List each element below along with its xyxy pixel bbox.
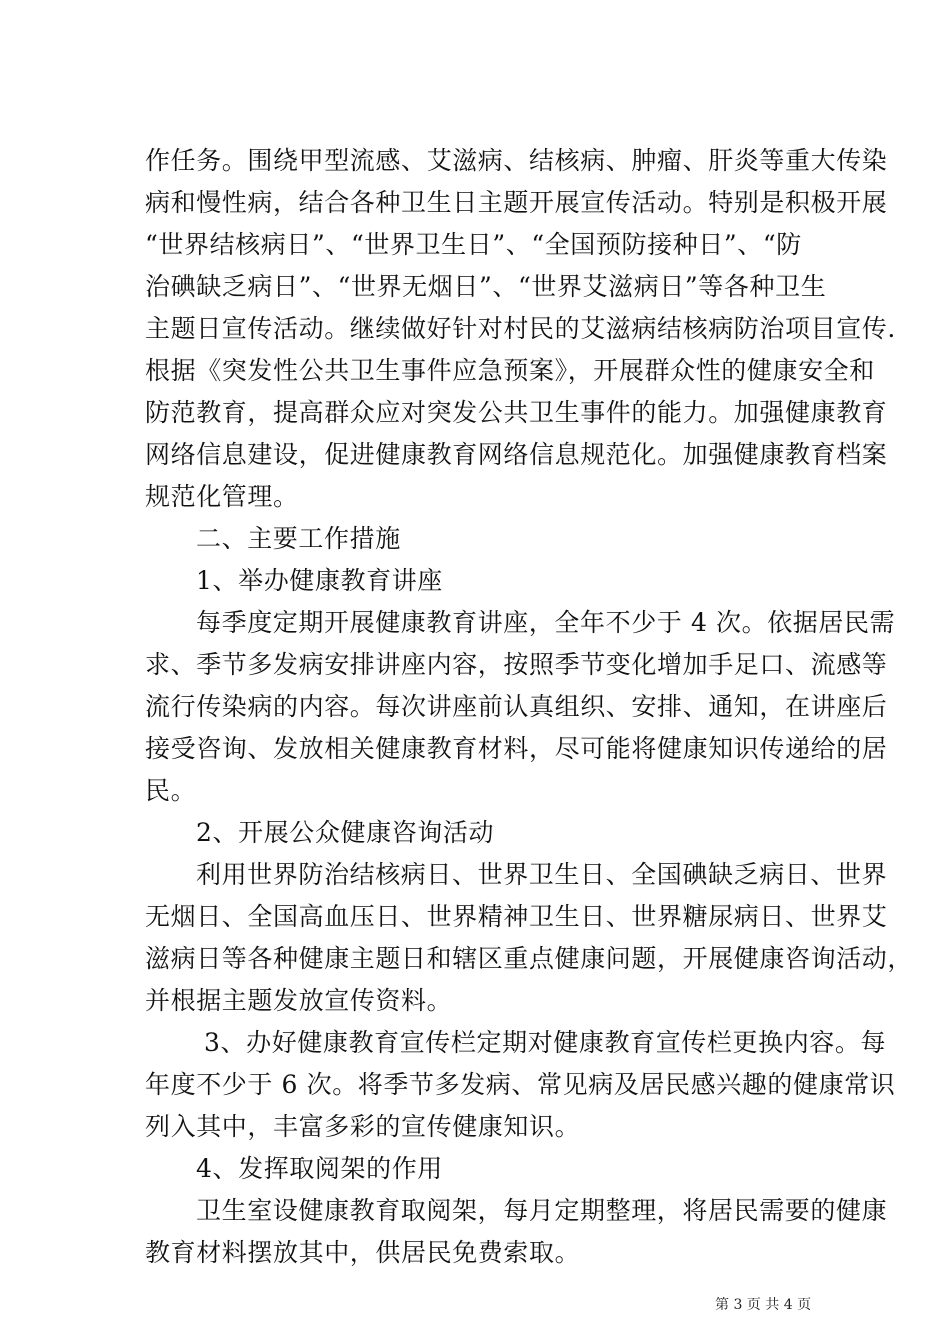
body-line: 流行传染病的内容。每次讲座前认真组织、安排、通知，在讲座后 <box>145 692 888 721</box>
body-line: 作任务。围绕甲型流感、艾滋病、结核病、肿瘤、肝炎等重大传染 <box>145 146 888 175</box>
body-line: 并根据主题发放宣传资料。 <box>145 986 453 1015</box>
body-line: 规范化管理。 <box>145 482 299 511</box>
body-line: 网络信息建设，促进健康教育网络信息规范化。加强健康教育档案 <box>145 440 888 469</box>
body-line: 滋病日等各种健康主题日和辖区重点健康问题，开展健康咨询活动， <box>145 944 914 973</box>
body-line: 年度不少于 6 次。将季节多发病、常见病及居民感兴趣的健康常识 <box>145 1070 896 1099</box>
body-line: 治碘缺乏病日”、“世界无烟日”、“世界艾滋病日”等各种卫生 <box>145 272 827 301</box>
body-line: 无烟日、全国高血压日、世界精神卫生日、世界糖尿病日、世界艾 <box>145 902 888 931</box>
body-line: “世界结核病日”、“世界卫生日”、“全国预防接种日”、“防 <box>145 230 802 259</box>
subsection-heading: 4、发挥取阅架的作用 <box>196 1154 443 1183</box>
body-line: 求、季节多发病安排讲座内容，按照季节变化增加手足口、流感等 <box>145 650 888 679</box>
subsection-heading: 2、开展公众健康咨询活动 <box>196 818 495 847</box>
body-line: 教育材料摆放其中，供居民免费索取。 <box>145 1238 581 1267</box>
body-line: 每季度定期开展健康教育讲座，全年不少于 4 次。依据居民需 <box>196 608 896 637</box>
section-heading: 二、主要工作措施 <box>196 524 401 553</box>
body-line: 根据《突发性公共卫生事件应急预案》，开展群众性的健康安全和 <box>145 356 875 385</box>
body-line: 列入其中，丰富多彩的宣传健康知识。 <box>145 1112 581 1141</box>
subsection-heading: 3、办好健康教育宣传栏定期对健康教育宣传栏更换内容。每 <box>204 1028 887 1057</box>
body-line: 接受咨询、发放相关健康教育材料，尽可能将健康知识传递给的居 <box>145 734 888 763</box>
page-number: 第 3 页 共 4 页 <box>715 1297 812 1313</box>
body-line: 病和慢性病，结合各种卫生日主题开展宣传活动。特别是积极开展 <box>145 188 888 217</box>
body-line: 卫生室设健康教育取阅架，每月定期整理，将居民需要的健康 <box>196 1196 888 1225</box>
body-line: 主题日宣传活动。继续做好针对村民的艾滋病结核病防治项目宣传. <box>145 314 896 343</box>
subsection-heading: 1、举办健康教育讲座 <box>196 566 443 595</box>
body-line: 民。 <box>145 776 197 805</box>
body-line: 利用世界防治结核病日、世界卫生日、全国碘缺乏病日、世界 <box>196 860 888 889</box>
body-line: 防范教育，提高群众应对突发公共卫生事件的能力。加强健康教育 <box>145 398 888 427</box>
